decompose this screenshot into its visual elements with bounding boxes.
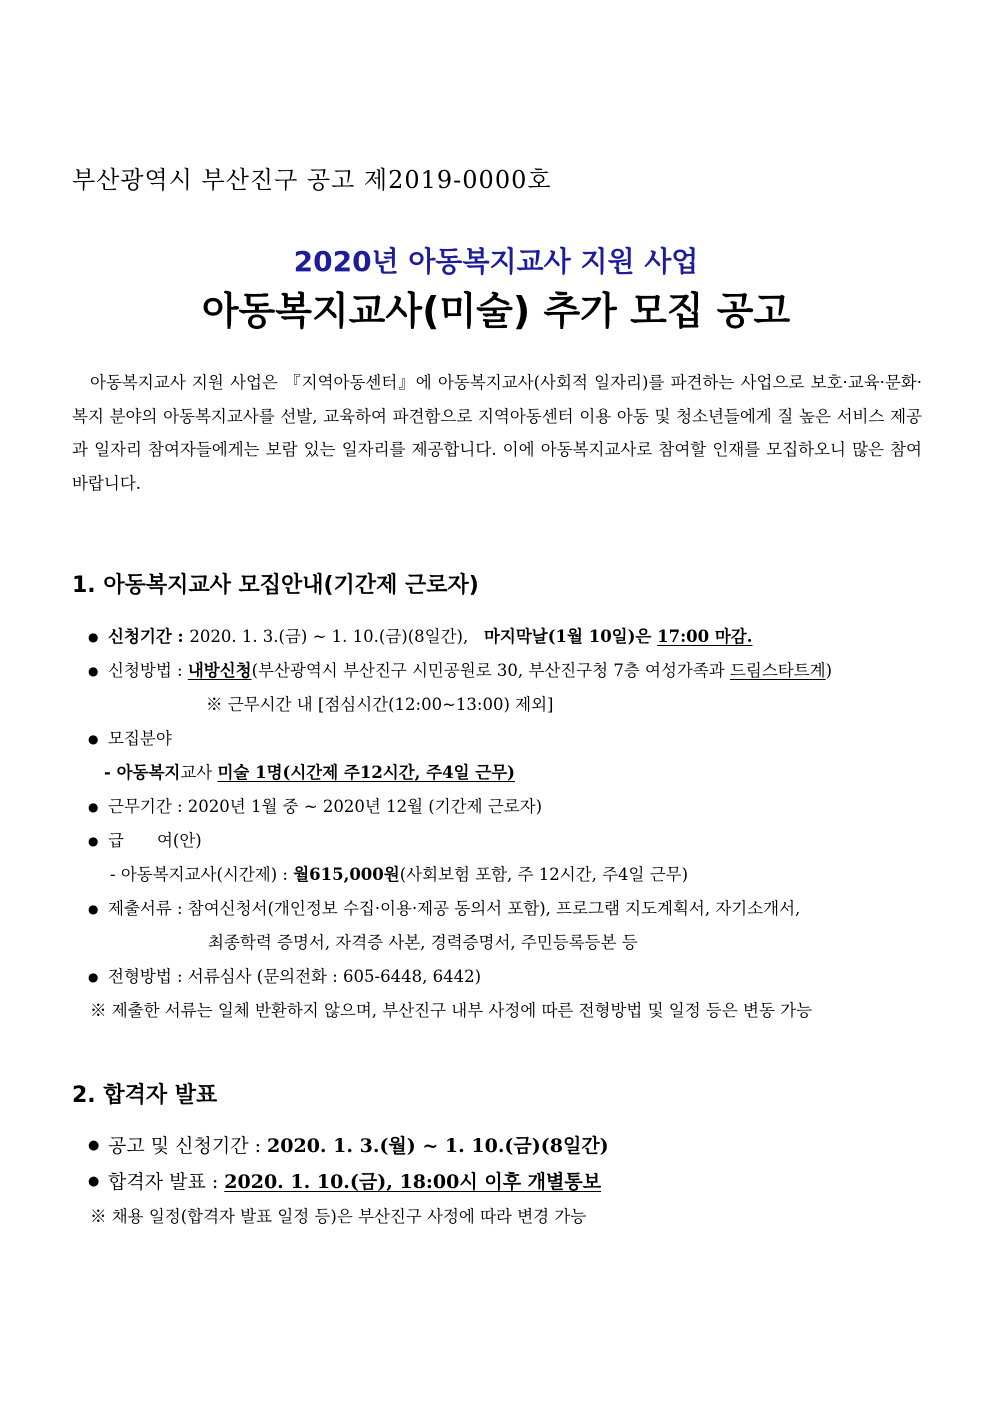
apply-close: ) [825, 661, 833, 680]
documents-line-2: 최종학력 증명서, 자격증 사본, 경력증명서, 주민등록등본 등 [208, 933, 638, 952]
list-item-announce-period [88, 1128, 933, 1164]
apply-address: (부산광역시 부산진구 시민공원로 30, 부산진구청 7층 여성가족과 [251, 661, 730, 680]
subtitle: 2020년 아동복지교사 지원 사업 [293, 245, 699, 278]
apply-method-note: ※ 근무시간 내 [점심시간(12:00~13:00) 제외] [206, 695, 554, 714]
pay-detail [88, 858, 933, 892]
list-item-work-period [88, 790, 933, 824]
bullet-icon: ● [88, 834, 99, 848]
section-1-list [88, 620, 933, 1028]
section-2-title: 2. 합격자 발표 [72, 1083, 218, 1108]
bullet-icon: ● [88, 1138, 100, 1153]
list-item-documents [88, 892, 933, 926]
list-item-announce [88, 1164, 933, 1200]
label: 신청기간 : [108, 627, 190, 646]
notice-number: 부산광역시 부산진구 공고 제2019-0000호 [72, 166, 552, 194]
deadline-prefix: 마지막날(1월 10일)은 [483, 627, 658, 646]
label: 신청방법 : [108, 661, 188, 680]
work-period: 근무기간 : 2020년 1월 중 ~ 2020년 12월 (기간제 근로자) [108, 797, 543, 816]
deadline-time: 17:00 마감. [657, 627, 753, 646]
selection: 전형방법 : 서류심사 (문의전화 : 605-6448, 6442) [108, 967, 482, 986]
label: 합격자 발표 : [108, 1171, 225, 1193]
pay-rest: (사회보험 포함, 주 12시간, 주4일 근무) [399, 865, 689, 884]
intro-paragraph: 아동복지교사 지원 사업은 『지역아동센터』에 아동복지교사(사회적 일자리)를 파견하는 사업으로 보호·교육·문화·복지 분야의 아동복지교사를 선발, 교육하여 파견함으로 지역아동센터 이용 아동 및 청소년들에게 질 높은 서비스 제공과 일자리 참여자들에게는 보람 있는 일자리를 제공합니다. 이에 아동복지교사로 참여할 인재를 모집하오니 많은 참여바랍니다. [72, 373, 923, 493]
announce-detail: 2020. 1. 10.(금), 18:00시 이후 개별통보 [224, 1171, 602, 1193]
page-title: 아동복지교사(미술) 추가 모집 공고 [201, 289, 791, 333]
section-1-note: ※ 제출한 서류는 일체 반환하지 않으며, 부산진구 내부 사정에 따른 전형방법 및 일정 등은 변동 가능 [90, 1001, 813, 1020]
bullet-icon: ● [88, 800, 99, 814]
documents-line-1: 제출서류 : 참여신청서(개인정보 수집·이용·제공 동의서 포함), 프로그램 지도계획서, 자기소개서, [108, 899, 801, 918]
period-dates: 2020. 1. 3.(월) ~ 1. 10.(금)(8일간) [267, 1135, 609, 1157]
dash: - [104, 763, 117, 782]
bullet-icon: ● [88, 902, 99, 916]
section-1-title: 1. 아동복지교사 모집안내(기간제 근로자) [72, 573, 479, 598]
list-item-pay [88, 824, 933, 858]
list-item-apply-period [88, 620, 933, 654]
apply-dates: 2020. 1. 3.(금) ~ 1. 10.(금)(8일간), [189, 627, 469, 646]
bullet-icon: ● [88, 970, 99, 984]
label: 모집분야 [108, 729, 172, 748]
role-detail: 미술 1명(시간제 주12시간, 주4일 근무) [217, 763, 515, 782]
list-item-selection [88, 960, 933, 994]
field-detail [88, 756, 933, 790]
list-item-field [88, 722, 933, 756]
bullet-icon: ● [88, 630, 99, 644]
apply-place: 드림스타트계 [729, 661, 826, 680]
label: 공고 및 신청기간 : [108, 1135, 268, 1157]
role-bold: 아동복지 [116, 763, 181, 782]
section-2-list [88, 1128, 933, 1234]
bullet-icon: ● [88, 732, 99, 746]
section-2-note: ※ 채용 일정(합격자 발표 일정 등)은 부산진구 사정에 따라 변경 가능 [90, 1207, 587, 1226]
label: 급 여(안) [108, 831, 202, 850]
list-item-apply-method [88, 654, 933, 688]
bullet-icon: ● [88, 1174, 100, 1189]
role-rest: 교사 [180, 763, 218, 782]
pay-amount: 월615,000원 [293, 865, 400, 884]
pay-prefix: - 아동복지교사(시간제) : [110, 865, 294, 884]
apply-method: 내방신청 [187, 661, 252, 680]
bullet-icon: ● [88, 664, 99, 678]
